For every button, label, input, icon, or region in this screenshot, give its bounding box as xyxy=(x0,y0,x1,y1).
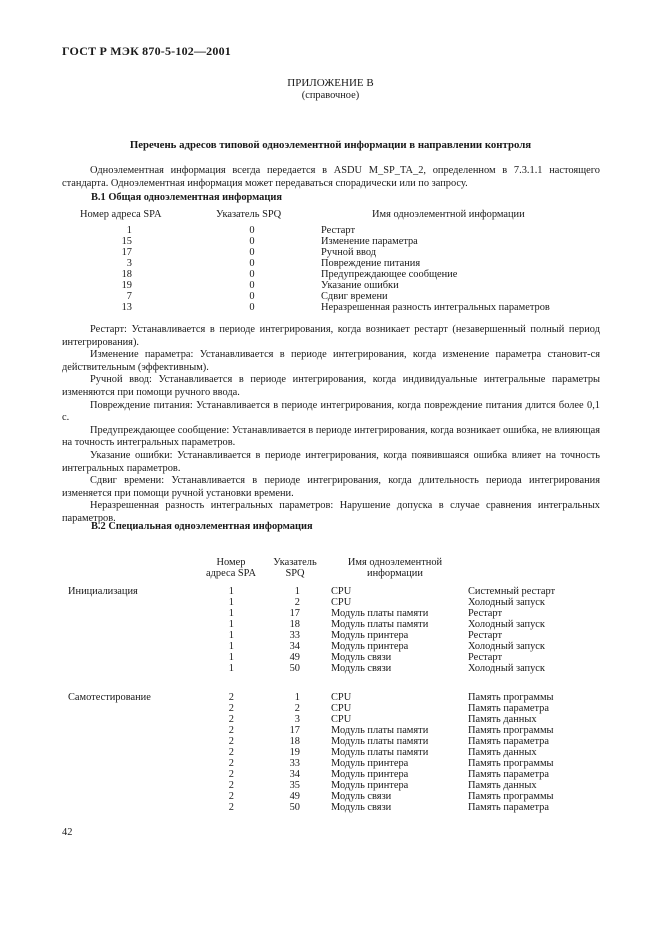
definition-item: Неразрешенная разность интегральных параметров: Нарушение допуска в случае сравнения интегральных параметров. xyxy=(62,500,600,524)
table-row xyxy=(0,247,661,258)
event-cell: Холодный запуск xyxy=(468,597,545,608)
intro-text: Одноэлементная информация всегда передается в ASDU M_SP_TA_2, определенном в 7.3.1.1 настоящего стандарта. Одноэлементная информация может передаваться спорадически или по запросу. xyxy=(62,165,600,189)
spa-cell: 2 xyxy=(228,725,234,736)
spa-cell: 2 xyxy=(228,747,234,758)
spq-cell: 0 xyxy=(249,302,255,313)
spa-cell: 19 xyxy=(121,280,132,291)
event-cell: Память параметра xyxy=(468,802,549,813)
event-cell: Память программы xyxy=(468,692,554,703)
spq-cell: 34 xyxy=(289,769,300,780)
table-row xyxy=(0,652,661,663)
spa-cell: 2 xyxy=(228,769,234,780)
spa-cell: 1 xyxy=(228,619,234,630)
name-cell: Указание ошибки xyxy=(321,280,399,291)
event-cell: Память данных xyxy=(468,780,537,791)
col-spa-header: Номер xyxy=(216,557,246,568)
spq-cell: 33 xyxy=(289,630,300,641)
spq-cell: 0 xyxy=(249,269,255,280)
appendix-subtitle: (справочное) xyxy=(301,90,360,101)
definition-item: Сдвиг времени: Устанавливается в периоде интегрирования, когда длительность периода интегрирования изменяется при помощи ручной установки времени. xyxy=(62,475,600,499)
name-cell: Изменение параметра xyxy=(321,236,418,247)
name-cell: Неразрешенная разность интегральных параметров xyxy=(321,302,550,313)
event-cell: Холодный запуск xyxy=(468,619,545,630)
spq-cell: 0 xyxy=(249,225,255,236)
spq-cell: 19 xyxy=(289,747,300,758)
spa-cell: 1 xyxy=(228,586,234,597)
col-name-header: Имя одноэлементной информации xyxy=(372,209,525,220)
definitions xyxy=(62,324,600,526)
spq-cell: 18 xyxy=(289,736,300,747)
spq-cell: 0 xyxy=(249,258,255,269)
spq-cell: 17 xyxy=(289,608,300,619)
col-spa-header: адреса SPA xyxy=(205,568,257,579)
spa-cell: 1 xyxy=(228,608,234,619)
spq-cell: 2 xyxy=(294,597,300,608)
col-spq-header: Указатель xyxy=(273,557,317,568)
device-cell: Модуль платы памяти xyxy=(331,725,429,736)
col-spa-header: Номер адреса SPA xyxy=(80,209,162,220)
table-row xyxy=(0,747,661,758)
table2-header-row xyxy=(0,557,661,568)
name-cell: Повреждение питания xyxy=(321,258,421,269)
table-row xyxy=(0,692,661,703)
definition-item: Изменение параметра: Устанавливается в периоде интегрирования, когда изменение параметра становит-ся действительным (эффективным). xyxy=(62,349,600,373)
device-cell: Модуль связи xyxy=(331,652,392,663)
event-cell: Память программы xyxy=(468,758,554,769)
spa-cell: 3 xyxy=(126,258,132,269)
spa-cell: 2 xyxy=(228,791,234,802)
event-cell: Память параметра xyxy=(468,769,549,780)
table-row xyxy=(0,725,661,736)
appendix-title: ПРИЛОЖЕНИЕ В xyxy=(287,77,374,89)
spq-cell: 17 xyxy=(289,725,300,736)
spq-cell: 1 xyxy=(294,586,300,597)
table-row xyxy=(0,769,661,780)
table-row xyxy=(0,269,661,280)
definition-item: Указание ошибки: Устанавливается в периоде интегрирования, когда появившаяся ошибка влияет на точность интегральных параметров. xyxy=(62,449,600,474)
spa-cell: 18 xyxy=(121,269,132,280)
table-row xyxy=(0,236,661,247)
spq-cell: 50 xyxy=(289,663,300,674)
table-row xyxy=(0,597,661,608)
spa-cell: 2 xyxy=(228,714,234,725)
spa-cell: 2 xyxy=(228,692,234,703)
definition-item: Предупреждающее сообщение: Устанавливается в периоде интегрирования, когда возникает ошибка, не влияющая на точность интегральных параметров. xyxy=(62,424,600,449)
table-row xyxy=(0,802,661,813)
table-row xyxy=(0,630,661,641)
spa-cell: 1 xyxy=(228,652,234,663)
intro-paragraph xyxy=(62,165,600,190)
spq-cell: 0 xyxy=(249,280,255,291)
spq-cell: 33 xyxy=(289,758,300,769)
device-cell: Модуль принтера xyxy=(331,758,409,769)
event-cell: Системный рестарт xyxy=(468,586,556,597)
device-cell: Модуль связи xyxy=(331,791,392,802)
table-row xyxy=(0,280,661,291)
section2-heading: В.2 Специальная одноэлементная информация xyxy=(91,521,313,532)
table-row xyxy=(0,225,661,236)
event-cell: Память программы xyxy=(468,725,554,736)
document-header: ГОСТ Р МЭК 870-5-102—2001 xyxy=(62,44,231,58)
device-cell: Модуль принтера xyxy=(331,630,409,641)
group-label: Самотестирование xyxy=(68,692,151,703)
device-cell: Модуль принтера xyxy=(331,769,409,780)
spq-cell: 35 xyxy=(289,780,300,791)
event-cell: Холодный запуск xyxy=(468,663,545,674)
device-cell: CPU xyxy=(331,597,352,608)
event-cell: Холодный запуск xyxy=(468,641,545,652)
spa-cell: 1 xyxy=(228,641,234,652)
spq-cell: 3 xyxy=(294,714,300,725)
device-cell: CPU xyxy=(331,703,352,714)
spq-cell: 34 xyxy=(289,641,300,652)
table-row xyxy=(0,302,661,313)
table-row xyxy=(0,758,661,769)
spa-cell: 1 xyxy=(228,597,234,608)
table-row xyxy=(0,703,661,714)
col-spq-header: SPQ xyxy=(285,568,305,579)
spq-cell: 18 xyxy=(289,619,300,630)
device-cell: CPU xyxy=(331,714,352,725)
definition-item: Рестарт: Устанавливается в периоде интегрирования, когда возникает рестарт (незавершенный полный период интегрирования). xyxy=(62,324,600,348)
device-cell: Модуль принтера xyxy=(331,641,409,652)
event-cell: Рестарт xyxy=(468,608,503,619)
spq-cell: 0 xyxy=(249,236,255,247)
name-cell: Ручной ввод xyxy=(321,247,377,258)
col-name-header: Имя одноэлементной xyxy=(347,557,443,568)
spa-cell: 15 xyxy=(121,236,132,247)
spa-cell: 17 xyxy=(121,247,132,258)
page-number: 42 xyxy=(62,827,73,838)
table-row xyxy=(0,663,661,674)
group-label: Инициализация xyxy=(68,586,138,597)
spa-cell: 1 xyxy=(228,663,234,674)
device-cell: CPU xyxy=(331,586,352,597)
table-row xyxy=(0,258,661,269)
spa-cell: 2 xyxy=(228,703,234,714)
event-cell: Рестарт xyxy=(468,652,503,663)
spa-cell: 1 xyxy=(126,225,132,236)
section1-heading: В.1 Общая одноэлементная информация xyxy=(91,192,282,203)
spq-cell: 2 xyxy=(294,703,300,714)
event-cell: Память параметра xyxy=(468,736,549,747)
device-cell: Модуль принтера xyxy=(331,780,409,791)
spa-cell: 2 xyxy=(228,780,234,791)
spq-cell: 49 xyxy=(289,791,300,802)
event-cell: Память программы xyxy=(468,791,554,802)
definition-item: Ручной ввод: Устанавливается в периоде интегрирования, когда индивидуальные интегральные параметры изменяются при помощи ручного ввода. xyxy=(62,374,600,398)
table-row xyxy=(0,586,661,597)
table-row xyxy=(0,780,661,791)
device-cell: Модуль связи xyxy=(331,663,392,674)
spa-cell: 1 xyxy=(228,630,234,641)
device-cell: Модуль платы памяти xyxy=(331,608,429,619)
table-row xyxy=(0,641,661,652)
device-cell: Модуль платы памяти xyxy=(331,747,429,758)
device-cell: Модуль связи xyxy=(331,802,392,813)
col-spq-header: Указатель SPQ xyxy=(216,209,282,220)
device-cell: Модуль платы памяти xyxy=(331,736,429,747)
table1-header-row xyxy=(0,209,661,220)
event-cell: Память данных xyxy=(468,747,537,758)
spq-cell: 1 xyxy=(294,692,300,703)
spa-cell: 2 xyxy=(228,758,234,769)
spa-cell: 2 xyxy=(228,802,234,813)
spa-cell: 13 xyxy=(121,302,132,313)
spa-cell: 7 xyxy=(126,291,132,302)
col-name-header: информации xyxy=(367,568,423,579)
table-row xyxy=(0,291,661,302)
table2-header-row xyxy=(0,568,661,579)
name-cell: Рестарт xyxy=(321,225,356,236)
table-row xyxy=(0,619,661,630)
device-cell: CPU xyxy=(331,692,352,703)
event-cell: Рестарт xyxy=(468,630,503,641)
table-row xyxy=(0,791,661,802)
event-cell: Память параметра xyxy=(468,703,549,714)
definition-item: Повреждение питания: Устанавливается в периоде интегрирования, когда повреждение питания длится более 0,1 с. xyxy=(62,399,600,424)
table-row xyxy=(0,608,661,619)
table-row xyxy=(0,714,661,725)
spq-cell: 0 xyxy=(249,291,255,302)
spq-cell: 0 xyxy=(249,247,255,258)
table-row xyxy=(0,736,661,747)
spq-cell: 49 xyxy=(289,652,300,663)
name-cell: Предупреждающее сообщение xyxy=(321,269,458,280)
name-cell: Сдвиг времени xyxy=(321,291,388,302)
spq-cell: 50 xyxy=(289,802,300,813)
main-title: Перечень адресов типовой одноэлементной информации в направлении контроля xyxy=(129,139,532,151)
device-cell: Модуль платы памяти xyxy=(331,619,429,630)
spa-cell: 2 xyxy=(228,736,234,747)
event-cell: Память данных xyxy=(468,714,537,725)
